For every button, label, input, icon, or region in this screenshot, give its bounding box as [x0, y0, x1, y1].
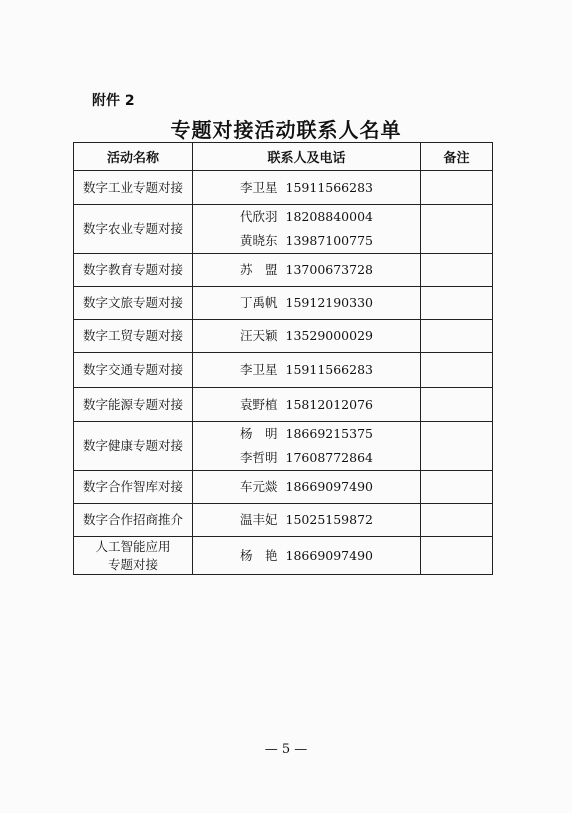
contact-line — [193, 358, 420, 382]
contact-line — [193, 446, 420, 470]
note-cell — [421, 320, 493, 353]
activity-name: 数字农业专题对接 — [82, 221, 183, 236]
contact-cell — [193, 471, 421, 504]
contact-line — [193, 544, 420, 568]
activity-cell — [74, 287, 193, 320]
activity-cell — [74, 353, 193, 388]
header-activity: 活动名称 — [74, 143, 193, 171]
contact-phone: 13987100775 — [285, 233, 373, 248]
activity-name: 数字工贸专题对接 — [82, 328, 183, 343]
activity-name: 人工智能应用 — [95, 538, 171, 554]
contact-name: 杨 艳 — [240, 547, 278, 563]
attachment-label: 附件 2 — [92, 93, 135, 109]
contact-phone: 17608772864 — [285, 450, 373, 465]
header-contact: 联系人及电话 — [193, 143, 421, 171]
table-row — [74, 205, 493, 254]
contact-cell — [193, 353, 421, 388]
note-cell — [421, 537, 493, 575]
contact-cell — [193, 171, 421, 205]
contact-line — [193, 508, 420, 532]
note-cell — [421, 353, 493, 388]
contact-phone: 13700673728 — [285, 262, 373, 277]
contact-cell — [193, 388, 421, 422]
contact-phone: 15025159872 — [285, 512, 373, 527]
activity-name: 数字合作招商推介 — [82, 512, 183, 527]
contact-cell — [193, 287, 421, 320]
table-row — [74, 537, 493, 575]
contact-phone: 18669097490 — [285, 547, 373, 563]
page-number: — 5 — — [264, 742, 308, 757]
activity-cell — [74, 422, 193, 471]
activity-name: 数字工业专题对接 — [82, 179, 183, 195]
note-cell — [421, 504, 493, 537]
contact-cell — [193, 422, 421, 471]
activity-name: 数字教育专题对接 — [82, 262, 183, 277]
contact-line — [193, 393, 420, 417]
activity-name: 数字健康专题对接 — [82, 438, 183, 453]
table-row — [74, 254, 493, 287]
contact-phone: 15912190330 — [285, 295, 373, 310]
activity-cell — [74, 388, 193, 422]
activity-cell — [74, 537, 193, 575]
contact-name: 车元燚 — [240, 479, 278, 494]
activity-name: 数字能源专题对接 — [82, 396, 183, 412]
contact-name: 杨 明 — [240, 426, 278, 441]
contact-line — [193, 205, 420, 229]
table-header-row — [74, 143, 493, 171]
note-cell — [421, 471, 493, 504]
table-row — [74, 171, 493, 205]
contact-cell — [193, 205, 421, 254]
contact-line — [193, 229, 420, 253]
activity-cell — [74, 320, 193, 353]
contact-line — [193, 475, 420, 499]
contact-name: 李哲明 — [240, 450, 278, 465]
note-cell — [421, 287, 493, 320]
contact-phone: 18669097490 — [285, 479, 373, 494]
contact-name: 汪天颖 — [240, 328, 278, 343]
note-cell — [421, 171, 493, 205]
contact-cell — [193, 320, 421, 353]
contact-cell — [193, 537, 421, 575]
document-title: 专题对接活动联系人名单 — [170, 118, 402, 142]
contact-name: 丁禹帆 — [240, 295, 278, 310]
activity-cell — [74, 171, 193, 205]
contact-name: 黄晓东 — [240, 233, 278, 248]
table-row — [74, 422, 493, 471]
contact-name: 苏 盟 — [240, 262, 278, 277]
activity-cell — [74, 504, 193, 537]
table-row — [74, 388, 493, 422]
table-row — [74, 353, 493, 388]
table-row — [74, 320, 493, 353]
contact-phone: 18208840004 — [285, 209, 373, 224]
activity-name: 数字合作智库对接 — [82, 479, 183, 494]
contact-phone: 13529000029 — [285, 328, 373, 343]
contact-name: 李卫星 — [240, 362, 278, 377]
contact-line — [193, 291, 420, 315]
table-row — [74, 287, 493, 320]
contact-name: 袁野植 — [240, 396, 278, 412]
contact-phone: 15911566283 — [285, 362, 373, 377]
activity-name: 专题对接 — [107, 556, 158, 572]
contact-phone: 15911566283 — [285, 179, 373, 195]
note-cell — [421, 205, 493, 254]
contact-line — [193, 176, 420, 200]
activity-cell — [74, 471, 193, 504]
header-note: 备注 — [421, 143, 493, 171]
table-row — [74, 504, 493, 537]
contact-name: 温丰妃 — [240, 512, 278, 527]
contact-line — [193, 324, 420, 348]
contact-cell — [193, 254, 421, 287]
table-row — [74, 471, 493, 504]
contact-phone: 18669215375 — [285, 426, 373, 441]
activity-name: 数字交通专题对接 — [82, 362, 183, 377]
contact-line — [193, 422, 420, 446]
contact-name: 李卫星 — [240, 179, 278, 195]
activity-cell — [74, 205, 193, 254]
activity-name: 数字文旅专题对接 — [82, 295, 183, 310]
contact-cell — [193, 504, 421, 537]
note-cell — [421, 254, 493, 287]
note-cell — [421, 422, 493, 471]
contact-phone: 15812012076 — [285, 396, 373, 412]
contact-line — [193, 258, 420, 282]
note-cell — [421, 388, 493, 422]
contact-name: 代欣羽 — [240, 209, 278, 224]
activity-cell — [74, 254, 193, 287]
contact-table — [73, 142, 493, 575]
